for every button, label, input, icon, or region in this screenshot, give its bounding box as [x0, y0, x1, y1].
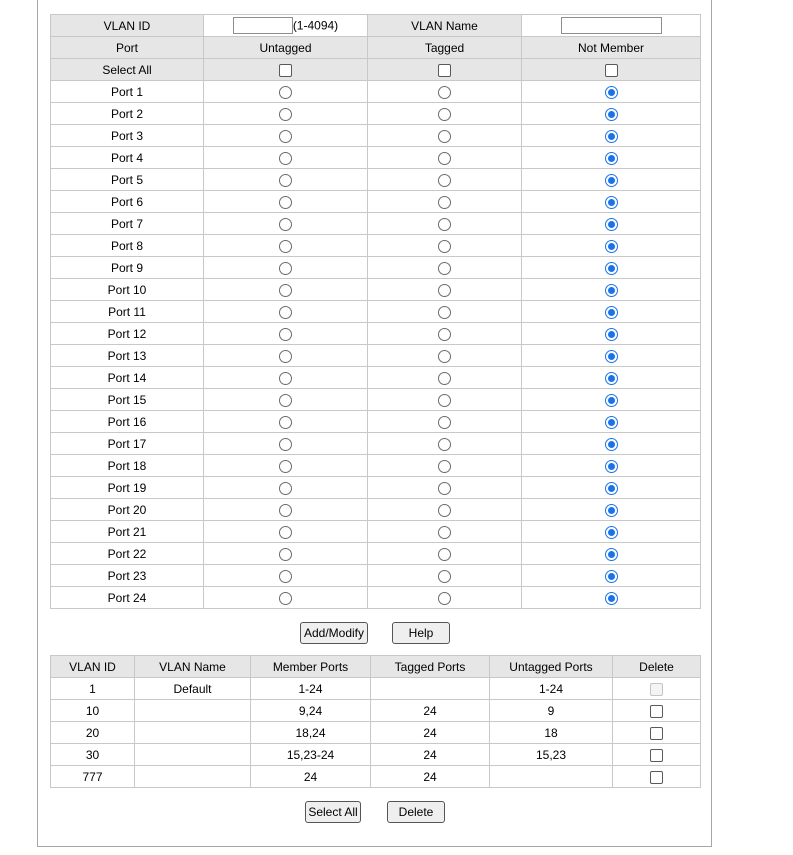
- not-member-radio[interactable]: [605, 570, 618, 583]
- port-row: [51, 587, 701, 609]
- tagged-radio[interactable]: [438, 526, 451, 539]
- vlan-name-cell: Default: [135, 678, 251, 700]
- select-all-label: Select All: [51, 59, 204, 81]
- not-member-radio[interactable]: [605, 152, 618, 165]
- not-member-radio[interactable]: [605, 482, 618, 495]
- untagged-ports-cell: 15,23: [490, 744, 613, 766]
- not-member-radio[interactable]: [605, 394, 618, 407]
- vlan-name-cell: [135, 766, 251, 788]
- untagged-radio[interactable]: [279, 306, 292, 319]
- vlan-id-cell: 1: [51, 678, 135, 700]
- tagged-ports-cell: [371, 678, 490, 700]
- port-row: [51, 455, 701, 477]
- untagged-radio[interactable]: [279, 218, 292, 231]
- membership-header-row: [51, 37, 701, 59]
- delete-button[interactable]: Delete: [387, 801, 445, 823]
- table-row: [51, 678, 701, 700]
- vlan-name-cell: [522, 15, 701, 37]
- port-row: [51, 301, 701, 323]
- port-label: Port 20: [51, 499, 204, 521]
- not-member-radio[interactable]: [605, 108, 618, 121]
- add-modify-button[interactable]: Add/Modify: [300, 622, 368, 644]
- vlan-name-cell: [135, 722, 251, 744]
- untagged-radio[interactable]: [279, 86, 292, 99]
- port-label: Port 21: [51, 521, 204, 543]
- tagged-radio[interactable]: [438, 504, 451, 517]
- untagged-ports-cell: 1-24: [490, 678, 613, 700]
- tagged-radio[interactable]: [438, 438, 451, 451]
- not-member-radio[interactable]: [605, 460, 618, 473]
- port-label: Port 12: [51, 323, 204, 345]
- port-label: Port 1: [51, 81, 204, 103]
- port-row: [51, 257, 701, 279]
- tagged-radio[interactable]: [438, 130, 451, 143]
- vlan-id-cell: 10: [51, 700, 135, 722]
- tagged-radio[interactable]: [438, 548, 451, 561]
- vlan-id-label: VLAN ID: [51, 15, 204, 37]
- port-label: Port 8: [51, 235, 204, 257]
- port-row: [51, 235, 701, 257]
- not-member-radio[interactable]: [605, 438, 618, 451]
- tagged-radio[interactable]: [438, 328, 451, 341]
- port-label: Port 22: [51, 543, 204, 565]
- not-member-radio[interactable]: [605, 306, 618, 319]
- tagged-radio[interactable]: [438, 372, 451, 385]
- not-member-radio[interactable]: [605, 328, 618, 341]
- col-untagged-ports: Untagged Ports: [490, 656, 613, 678]
- port-row: [51, 125, 701, 147]
- untagged-radio[interactable]: [279, 262, 292, 275]
- vlan-name-cell: [135, 700, 251, 722]
- port-label: Port 6: [51, 191, 204, 213]
- port-row: [51, 521, 701, 543]
- port-label: Port 3: [51, 125, 204, 147]
- port-label: Port 15: [51, 389, 204, 411]
- tagged-ports-cell: 24: [371, 744, 490, 766]
- not-member-radio[interactable]: [605, 262, 618, 275]
- untagged-radio[interactable]: [279, 526, 292, 539]
- not-member-radio[interactable]: [605, 130, 618, 143]
- select-all-untagged-checkbox[interactable]: [279, 64, 292, 77]
- tagged-radio[interactable]: [438, 592, 451, 605]
- tagged-radio[interactable]: [438, 460, 451, 473]
- port-row: [51, 389, 701, 411]
- delete-checkbox[interactable]: [650, 771, 663, 784]
- vlan-name-input[interactable]: [561, 17, 662, 34]
- member-ports-cell: 15,23-24: [251, 744, 371, 766]
- port-row: [51, 191, 701, 213]
- untagged-radio[interactable]: [279, 416, 292, 429]
- vlan-id-cell: 20: [51, 722, 135, 744]
- col-delete: Delete: [613, 656, 701, 678]
- select-all-tagged-checkbox[interactable]: [438, 64, 451, 77]
- untagged-radio[interactable]: [279, 108, 292, 121]
- vlan-id-cell: 30: [51, 744, 135, 766]
- untagged-radio[interactable]: [279, 394, 292, 407]
- not-member-radio[interactable]: [605, 416, 618, 429]
- vlan-name-cell: [135, 744, 251, 766]
- tagged-radio[interactable]: [438, 416, 451, 429]
- tagged-radio[interactable]: [438, 218, 451, 231]
- untagged-radio[interactable]: [279, 592, 292, 605]
- vlan-list-header-row: [51, 656, 701, 678]
- port-row: [51, 213, 701, 235]
- not-member-radio[interactable]: [605, 284, 618, 297]
- port-label: Port 23: [51, 565, 204, 587]
- port-row: [51, 477, 701, 499]
- port-label: Port 11: [51, 301, 204, 323]
- port-row: [51, 169, 701, 191]
- tagged-radio[interactable]: [438, 570, 451, 583]
- tagged-header: Tagged: [368, 37, 522, 59]
- untagged-radio[interactable]: [279, 372, 292, 385]
- tagged-radio[interactable]: [438, 284, 451, 297]
- member-ports-cell: 1-24: [251, 678, 371, 700]
- untagged-radio[interactable]: [279, 174, 292, 187]
- select-all-not-member-checkbox[interactable]: [605, 64, 618, 77]
- table-row: [51, 722, 701, 744]
- port-label: Port 17: [51, 433, 204, 455]
- tagged-ports-cell: 24: [371, 766, 490, 788]
- not-member-radio[interactable]: [605, 218, 618, 231]
- col-vlan-id: VLAN ID: [51, 656, 135, 678]
- select-all-row: [51, 59, 701, 81]
- tagged-radio[interactable]: [438, 350, 451, 363]
- tagged-radio[interactable]: [438, 174, 451, 187]
- port-label: Port 9: [51, 257, 204, 279]
- untagged-radio[interactable]: [279, 482, 292, 495]
- untagged-ports-cell: 9: [490, 700, 613, 722]
- not-member-radio[interactable]: [605, 174, 618, 187]
- untagged-ports-cell: 18: [490, 722, 613, 744]
- port-label: Port 7: [51, 213, 204, 235]
- tagged-radio[interactable]: [438, 108, 451, 121]
- port-row: [51, 279, 701, 301]
- not-member-radio[interactable]: [605, 196, 618, 209]
- port-label: Port 2: [51, 103, 204, 125]
- tagged-ports-cell: 24: [371, 722, 490, 744]
- port-row: [51, 543, 701, 565]
- port-row: [51, 565, 701, 587]
- untagged-radio[interactable]: [279, 350, 292, 363]
- port-row: [51, 323, 701, 345]
- untagged-radio[interactable]: [279, 196, 292, 209]
- untagged-radio[interactable]: [279, 152, 292, 165]
- vlan-id-input[interactable]: [233, 17, 293, 34]
- tagged-radio[interactable]: [438, 394, 451, 407]
- port-row: [51, 345, 701, 367]
- member-ports-cell: 9,24: [251, 700, 371, 722]
- port-row: [51, 81, 701, 103]
- not-member-radio[interactable]: [605, 372, 618, 385]
- port-row: [51, 147, 701, 169]
- help-button[interactable]: Help: [392, 622, 450, 644]
- untagged-radio[interactable]: [279, 438, 292, 451]
- member-ports-cell: 18,24: [251, 722, 371, 744]
- delete-checkbox: [650, 683, 663, 696]
- not-member-radio[interactable]: [605, 526, 618, 539]
- untagged-header: Untagged: [204, 37, 368, 59]
- not-member-radio[interactable]: [605, 86, 618, 99]
- not-member-radio[interactable]: [605, 240, 618, 253]
- not-member-radio[interactable]: [605, 350, 618, 363]
- table-row: [51, 766, 701, 788]
- vlan-id-range-hint: (1-4094): [292, 18, 339, 33]
- tagged-radio[interactable]: [438, 152, 451, 165]
- vlan-list-table: [50, 655, 701, 788]
- not-member-radio[interactable]: [605, 592, 618, 605]
- untagged-radio[interactable]: [279, 570, 292, 583]
- col-vlan-name: VLAN Name: [135, 656, 251, 678]
- col-member-ports: Member Ports: [251, 656, 371, 678]
- port-label: Port 24: [51, 587, 204, 609]
- port-row: [51, 411, 701, 433]
- vlan-name-label: VLAN Name: [368, 15, 522, 37]
- port-label: Port 16: [51, 411, 204, 433]
- port-label: Port 5: [51, 169, 204, 191]
- not-member-radio[interactable]: [605, 504, 618, 517]
- table-row: [51, 700, 701, 722]
- port-row: [51, 367, 701, 389]
- tagged-radio[interactable]: [438, 306, 451, 319]
- tagged-radio[interactable]: [438, 196, 451, 209]
- untagged-radio[interactable]: [279, 240, 292, 253]
- untagged-radio[interactable]: [279, 130, 292, 143]
- vlan-id-cell: [204, 15, 368, 37]
- port-label: Port 19: [51, 477, 204, 499]
- vlan-id-row: [51, 15, 701, 37]
- untagged-ports-cell: [490, 766, 613, 788]
- delete-checkbox[interactable]: [650, 705, 663, 718]
- col-tagged-ports: Tagged Ports: [371, 656, 490, 678]
- untagged-radio[interactable]: [279, 328, 292, 341]
- vlan-id-cell: 777: [51, 766, 135, 788]
- select-all-button[interactable]: Select All: [305, 801, 361, 823]
- port-label: Port 14: [51, 367, 204, 389]
- vlan-config-table: [50, 14, 701, 609]
- port-label: Port 10: [51, 279, 204, 301]
- port-header: Port: [51, 37, 204, 59]
- not-member-radio[interactable]: [605, 548, 618, 561]
- port-row: [51, 499, 701, 521]
- untagged-radio[interactable]: [279, 284, 292, 297]
- untagged-radio[interactable]: [279, 548, 292, 561]
- port-label: Port 13: [51, 345, 204, 367]
- untagged-radio[interactable]: [279, 460, 292, 473]
- member-ports-cell: 24: [251, 766, 371, 788]
- port-label: Port 4: [51, 147, 204, 169]
- table-row: [51, 744, 701, 766]
- tagged-ports-cell: 24: [371, 700, 490, 722]
- port-row: [51, 103, 701, 125]
- port-row: [51, 433, 701, 455]
- not-member-header: Not Member: [522, 37, 701, 59]
- tagged-radio[interactable]: [438, 482, 451, 495]
- tagged-radio[interactable]: [438, 86, 451, 99]
- tagged-radio[interactable]: [438, 240, 451, 253]
- tagged-radio[interactable]: [438, 262, 451, 275]
- delete-checkbox[interactable]: [650, 727, 663, 740]
- untagged-radio[interactable]: [279, 504, 292, 517]
- delete-checkbox[interactable]: [650, 749, 663, 762]
- port-label: Port 18: [51, 455, 204, 477]
